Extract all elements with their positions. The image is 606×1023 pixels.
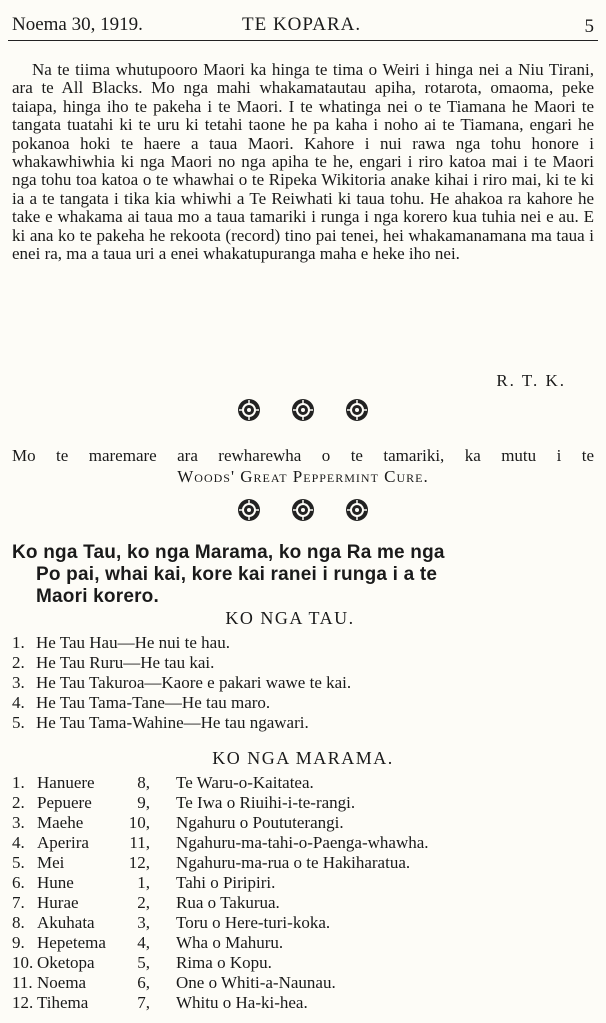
maori-month-name: Rua o Takurua. xyxy=(176,893,280,912)
table-row xyxy=(12,973,572,993)
month-ordinal: 4, xyxy=(137,933,150,952)
month-name: Oketopa xyxy=(37,953,95,972)
maori-month-name: Wha o Mahuru. xyxy=(176,933,284,952)
ornament-divider xyxy=(0,398,606,424)
item-text: He Tau Tama-Wahine—He tau ngawari. xyxy=(36,713,309,732)
tau-subheading: KO NGA TAU. xyxy=(225,608,355,628)
row-number: 2. xyxy=(12,793,25,812)
maori-month-name: Toru o Here-turi-koka. xyxy=(176,913,331,932)
row-number: 12. xyxy=(12,993,34,1012)
month-name: Aperira xyxy=(37,833,89,852)
month-ordinal: 8, xyxy=(137,773,150,792)
table-row xyxy=(12,773,572,793)
table-row xyxy=(12,853,572,873)
advert-text: Mo te maremare ara rewharewha o te tamariki, ka mutu i te xyxy=(12,446,594,465)
maori-month-name: Te Waru-o-Kaitatea. xyxy=(176,773,314,792)
item-number: 3. xyxy=(12,673,25,692)
month-name: Hepetema xyxy=(37,933,106,952)
table-row xyxy=(12,953,572,973)
maori-month-name: One o Whiti-a-Naunau. xyxy=(176,973,336,992)
flower-ornament-icon xyxy=(237,498,261,522)
month-name: Hurae xyxy=(37,893,79,912)
list-item xyxy=(12,713,351,733)
table-row xyxy=(12,833,572,853)
header-rule xyxy=(8,40,598,41)
month-ordinal: 3, xyxy=(137,913,150,932)
month-name: Pepuere xyxy=(37,793,92,812)
tau-list xyxy=(12,633,351,733)
advert-product: Woods' Great Peppermint Cure. xyxy=(177,467,429,486)
item-text: He Tau Takuroa—Kaore e pakari wawe te kai. xyxy=(36,673,352,692)
page-number: 5 xyxy=(584,16,594,37)
month-ordinal: 7, xyxy=(137,993,150,1012)
item-number: 1. xyxy=(12,633,25,652)
list-item xyxy=(12,673,351,693)
list-item xyxy=(12,633,351,653)
table-row xyxy=(12,933,572,953)
section-heading-line: Po pai, whai kai, kore kai ranei i runga i a te xyxy=(36,564,438,585)
maori-month-name: Rima o Kopu. xyxy=(176,953,272,972)
maori-month-name: Whitu o Ha-ki-hea. xyxy=(176,993,308,1012)
month-ordinal: 5, xyxy=(137,953,150,972)
marama-subheading: KO NGA MARAMA. xyxy=(212,748,394,768)
issue-date: Noema 30, 1919. xyxy=(12,14,143,35)
flower-ornament-icon xyxy=(291,398,315,422)
month-name: Akuhata xyxy=(37,913,95,932)
flower-ornament-icon xyxy=(345,398,369,422)
month-ordinal: 12, xyxy=(128,853,150,872)
table-row xyxy=(12,893,572,913)
month-name: Maehe xyxy=(37,813,84,832)
month-ordinal: 10, xyxy=(128,813,150,832)
flower-ornament-icon xyxy=(345,498,369,522)
maori-month-name: Ngahuru o Poututerangi. xyxy=(176,813,344,832)
month-name: Tihema xyxy=(37,993,89,1012)
maori-month-name: Tahi o Piripiri. xyxy=(176,873,276,892)
row-number: 5. xyxy=(12,853,25,872)
row-number: 10. xyxy=(12,953,34,972)
item-text: He Tau Tama-Tane—He tau maro. xyxy=(36,693,271,712)
table-row xyxy=(12,993,572,1013)
list-item xyxy=(12,693,351,713)
row-number: 11. xyxy=(12,973,33,992)
month-name: Mei xyxy=(37,853,65,872)
month-ordinal: 9, xyxy=(137,793,150,812)
month-ordinal: 1, xyxy=(137,873,150,892)
section-heading-line: Ko nga Tau, ko nga Marama, ko nga Ra me nga xyxy=(12,542,445,563)
article-paragraph: Na te tiima whutupooro Maori ka hinga te tima o Weiri i hinga nei a Niu Tirani, ara te All Blacks. Mo nga mahi whakamatautau apiha, rotarota, omaoma, peke taiapa, hinga iho te pakeha i te Maori. I te whatinga nei o te Tiamana he Maori te tangata tuatahi ki te uru ki tetahi taone he pa kaha i noho ai te Tiamana, engari he pokanoa hoki te haere a taua Maori. Kahore i nui rawa nga tohu honore i whakawhiwhia ki nga Maori no nga apiha te he, engari i riro katoa mai i te Maori nga tohu toa katoa o te whawhai o te Ripeka Wikitoria anake kihai i riro mai, ki te ki ia a te tangata i tika kia whiwhi a Te Reiwhati ki taua tohu. He ahakoa ra kahore he take e whakama ai taua mo a taua tamariki i runga i nga korero kua tuhia nei e au. E ki ana ko te pakeha he rekoota (record) tino pai tenei, hei whakamanamana ma taua i enei ra, ma a taua uri a enei whakatupuranga maha e heke iho nei. xyxy=(12,60,594,264)
table-row xyxy=(12,813,572,833)
item-text: He Tau Hau—He nui te hau. xyxy=(36,633,230,652)
item-number: 4. xyxy=(12,693,25,712)
newspaper-title: TE KOPARA. xyxy=(242,14,362,35)
advertisement xyxy=(12,446,594,486)
month-ordinal: 11, xyxy=(129,833,150,852)
month-name: Noema xyxy=(37,973,87,992)
maori-month-name: Ngahuru-ma-tahi-o-Paenga-whawha. xyxy=(176,833,429,852)
item-number: 5. xyxy=(12,713,25,732)
table-row xyxy=(12,873,572,893)
list-item xyxy=(12,653,351,673)
flower-ornament-icon xyxy=(291,498,315,522)
item-text: He Tau Ruru—He tau kai. xyxy=(36,653,215,672)
month-list xyxy=(12,773,572,1013)
row-number: 4. xyxy=(12,833,25,852)
table-row xyxy=(12,913,572,933)
row-number: 8. xyxy=(12,913,25,932)
row-number: 6. xyxy=(12,873,25,892)
flower-ornament-icon xyxy=(237,398,261,422)
maori-month-name: Te Iwa o Riuihi-i-te-rangi. xyxy=(176,793,356,812)
item-number: 2. xyxy=(12,653,25,672)
ornament-divider xyxy=(0,498,606,524)
article-signature: R. T. K. xyxy=(496,371,566,390)
row-number: 7. xyxy=(12,893,25,912)
month-ordinal: 6, xyxy=(137,973,150,992)
month-name: Hune xyxy=(37,873,74,892)
table-row xyxy=(12,793,572,813)
month-name: Hanuere xyxy=(37,773,95,792)
month-ordinal: 2, xyxy=(137,893,150,912)
row-number: 9. xyxy=(12,933,25,952)
section-heading-line: Maori korero. xyxy=(36,586,159,607)
row-number: 3. xyxy=(12,813,25,832)
row-number: 1. xyxy=(12,773,25,792)
maori-month-name: Ngahuru-ma-rua o te Hakiharatua. xyxy=(176,853,411,872)
